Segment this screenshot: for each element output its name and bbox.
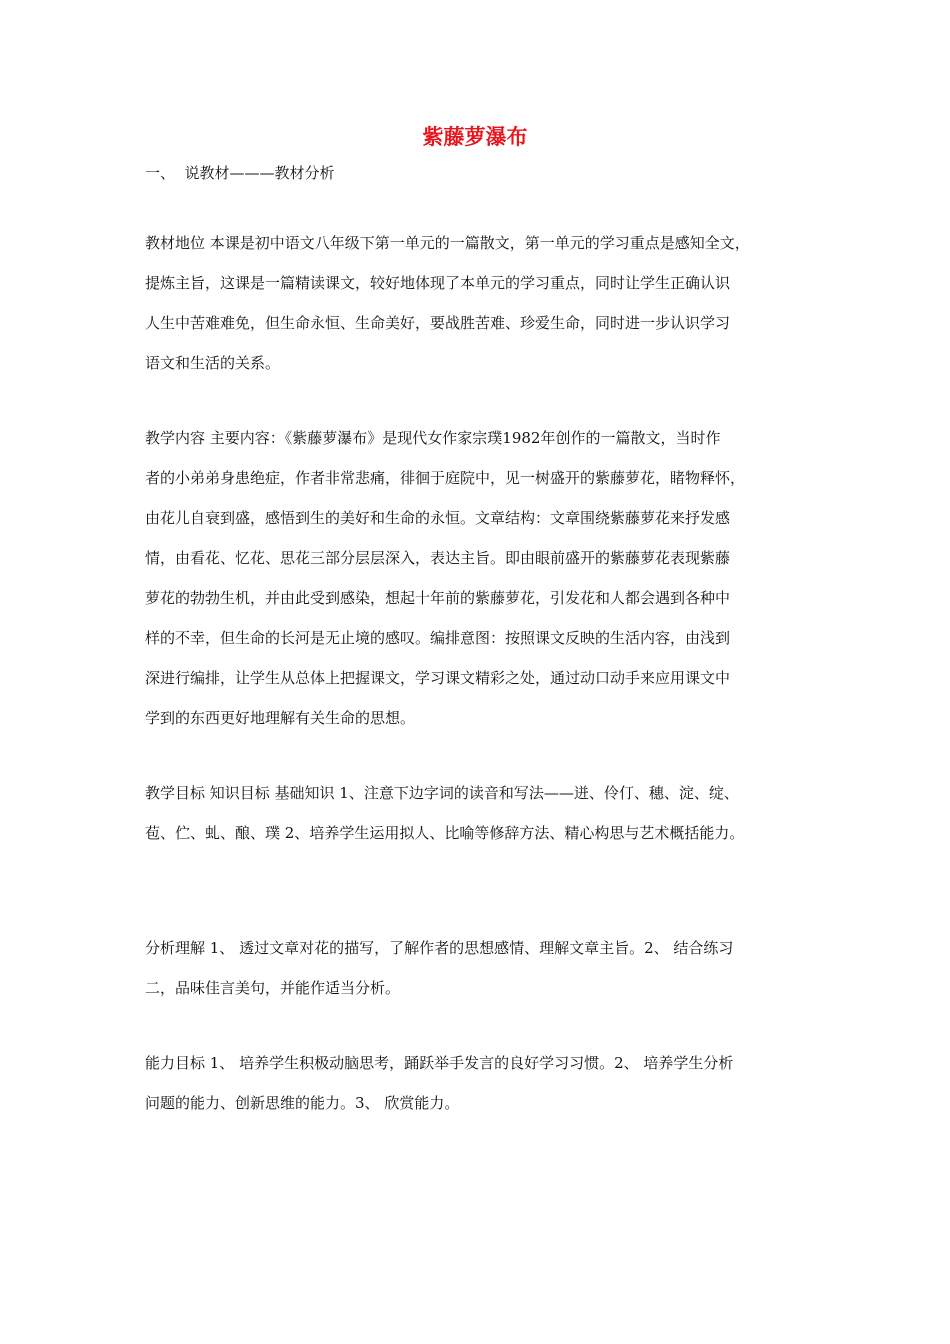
paragraph-line: 二，品味佳言美句，并能作适当分析。 [145, 979, 401, 997]
paragraph-line: 能力目标 1、 培养学生积极动脑思考，踊跃举手发言的良好学习习惯。2、 培养学生分析 [145, 1054, 734, 1072]
paragraph-line: 者的小弟弟身患绝症，作者非常悲痛，徘徊于庭院中，见一树盛开的紫藤萝花，睹物释怀， [145, 469, 746, 487]
paragraph-line: 语文和生活的关系。 [145, 354, 281, 372]
paragraph-line: 教学目标 知识目标 基础知识 1、注意下边字词的读音和写法——迸、伶仃、穗、淀、绽、 [145, 784, 739, 802]
document-title: 紫藤萝瀑布 [422, 125, 528, 149]
paragraph-line: 人生中苦难难免，但生命永恒、生命美好，要战胜苦难、珍爱生命，同时进一步认识学习 [145, 314, 731, 332]
paragraph-line: 提炼主旨，这课是一篇精读课文，较好地体现了本单元的学习重点，同时让学生正确认识 [145, 274, 731, 292]
paragraph-line: 学到的东西更好地理解有关生命的思想。 [145, 709, 416, 727]
paragraph-line: 教材地位 本课是初中语文八年级下第一单元的一篇散文，第一单元的学习重点是感知全文， [145, 234, 750, 252]
paragraph-line: 萝花的勃勃生机，并由此受到感染，想起十年前的紫藤萝花，引发花和人都会遇到各种中 [145, 589, 731, 607]
paragraph-line: 样的不幸，但生命的长河是无止境的感叹。编排意图：按照课文反映的生活内容，由浅到 [145, 629, 731, 647]
paragraph-line: 苞、伫、虬、酿、璞 2、培养学生运用拟人、比喻等修辞方法、精心构思与艺术概括能力。 [145, 824, 745, 842]
paragraph-line: 情，由看花、忆花、思花三部分层层深入，表达主旨。即由眼前盛开的紫藤萝花表现紫藤 [145, 549, 731, 567]
paragraph-line: 分析理解 1、 透过文章对花的描写，了解作者的思想感情、理解文章主旨。2、 结合练习 [145, 939, 734, 957]
paragraph-line: 深进行编排，让学生从总体上把握课文，学习课文精彩之处，通过动口动手来应用课文中 [145, 669, 731, 687]
paragraph-line: 由花儿自衰到盛，感悟到生的美好和生命的永恒。文章结构：文章围绕紫藤萝花来抒发感 [145, 509, 731, 527]
paragraph-line: 问题的能力、创新思维的能力。3、 欣赏能力。 [145, 1094, 460, 1112]
paragraph-line: 教学内容 主要内容：《紫藤萝瀑布》是现代女作家宗璞1982年创作的一篇散文，当时作 [145, 429, 721, 447]
section-heading: 一、 说教材———教材分析 [145, 164, 335, 182]
